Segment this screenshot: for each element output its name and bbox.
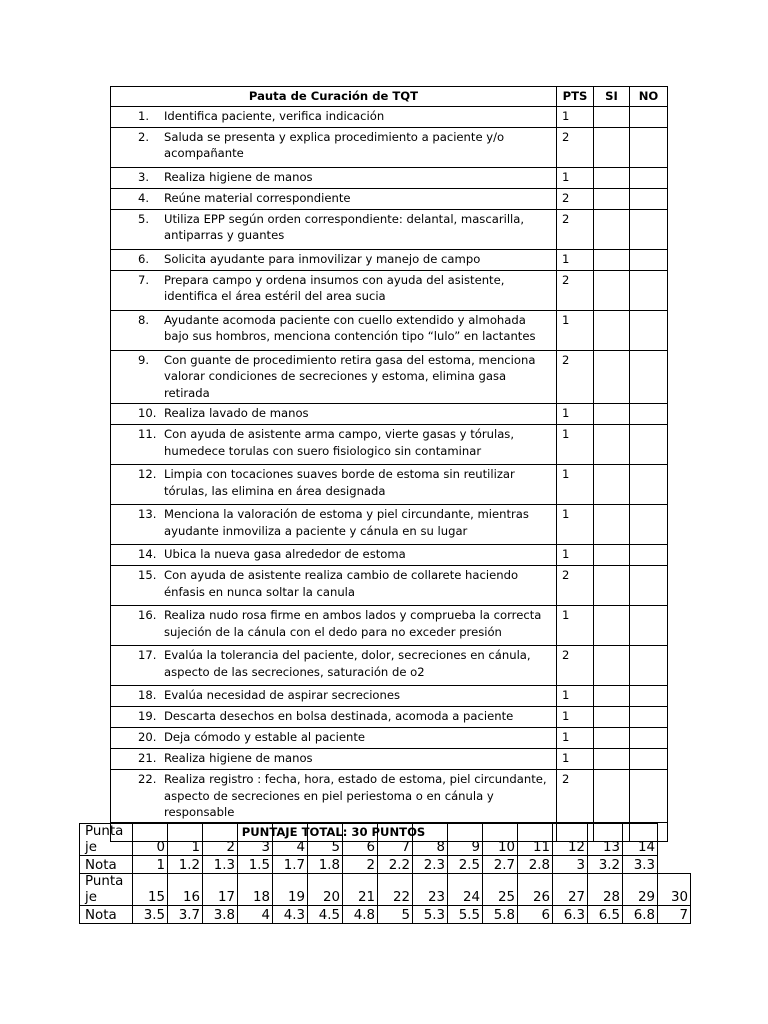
- checklist-row: [111, 606, 668, 646]
- checklist-item: [111, 351, 557, 404]
- checklist-item: [111, 465, 557, 505]
- item-points: 2: [557, 128, 594, 168]
- item-text: Utiliza EPP según orden correspondiente: delantal, mascarilla, antiparras y guantes: [164, 212, 525, 243]
- item-points: 1: [557, 505, 594, 545]
- nota-cell: 5.8: [483, 906, 518, 924]
- item-text: Realiza nudo rosa firme en ambos lados y comprueba la correcta sujeción de la cánula con el dedo para no exceder presión: [164, 608, 542, 639]
- puntaje-cell: 11: [518, 824, 553, 856]
- item-points: 2: [557, 189, 594, 210]
- nota-cell: 6: [518, 906, 553, 924]
- checklist-row: [111, 728, 668, 749]
- puntaje-cell: 24: [448, 874, 483, 906]
- si-check-cell[interactable]: [594, 168, 630, 189]
- item-number: 10.: [138, 406, 157, 421]
- nota-cell: 6.8: [623, 906, 658, 924]
- item-points: 1: [557, 107, 594, 128]
- si-check-cell[interactable]: [594, 646, 630, 686]
- nota-row-1-label: Nota: [80, 856, 133, 874]
- nota-cell: 4.3: [273, 906, 308, 924]
- si-check-cell[interactable]: [594, 686, 630, 707]
- item-text: Realiza registro : fecha, hora, estado de estoma, piel circundante, aspecto de secreciones en piel periestoma o en cánula y responsable: [164, 772, 547, 820]
- checklist-item: [111, 749, 557, 770]
- no-check-cell[interactable]: [630, 210, 668, 250]
- item-points: 1: [557, 686, 594, 707]
- nota-cell: 2.8: [518, 856, 553, 874]
- checklist-row: [111, 311, 668, 351]
- puntaje-cell: 16: [168, 874, 203, 906]
- no-check-cell[interactable]: [630, 728, 668, 749]
- item-text: Evalúa la tolerancia del paciente, dolor, secreciones en cánula, aspecto de las secreciones, saturación de o2: [164, 648, 531, 679]
- si-check-cell[interactable]: [594, 749, 630, 770]
- empty-cell: [658, 856, 691, 874]
- nota-cell: 3.3: [623, 856, 658, 874]
- item-points: 1: [557, 465, 594, 505]
- nota-cell: 6.5: [588, 906, 623, 924]
- si-check-cell[interactable]: [594, 707, 630, 728]
- item-number: 15.: [138, 568, 157, 583]
- item-text: Realiza higiene de manos: [164, 751, 313, 766]
- nota-cell: 1.2: [168, 856, 203, 874]
- no-check-cell[interactable]: [630, 425, 668, 465]
- si-check-cell[interactable]: [594, 606, 630, 646]
- puntaje-cell: 10: [483, 824, 518, 856]
- puntaje-cell: 1: [168, 824, 203, 856]
- nota-cell: 2.2: [378, 856, 413, 874]
- item-number: 12.: [138, 467, 157, 482]
- pts-header: PTS: [557, 87, 594, 107]
- puntaje-cell: 13: [588, 824, 623, 856]
- item-text: Identifica paciente, verifica indicación: [164, 109, 385, 123]
- checklist-row: [111, 128, 668, 168]
- checklist-table: [110, 86, 668, 842]
- checklist-item: [111, 425, 557, 465]
- nota-cell: 3.7: [168, 906, 203, 924]
- puntaje-cell: 30: [658, 874, 691, 906]
- nota-cell: 4.8: [343, 906, 378, 924]
- checklist-item: [111, 728, 557, 749]
- no-check-cell[interactable]: [630, 250, 668, 271]
- si-check-cell[interactable]: [594, 311, 630, 351]
- puntaje-row-2-label: Punta je: [80, 874, 133, 906]
- puntaje-cell: 19: [273, 874, 308, 906]
- checklist-row: [111, 271, 668, 311]
- si-check-cell[interactable]: [594, 271, 630, 311]
- item-points: 1: [557, 707, 594, 728]
- item-text: Deja cómodo y estable al paciente: [164, 730, 366, 745]
- nota-cell: 2.5: [448, 856, 483, 874]
- checklist-item: [111, 128, 557, 168]
- puntaje-cell: 2: [203, 824, 238, 856]
- si-check-cell[interactable]: [594, 728, 630, 749]
- puntaje-row-1-label: Punta je: [80, 824, 133, 856]
- item-number: 2.: [138, 130, 150, 144]
- puntaje-cell: 15: [133, 874, 168, 906]
- checklist-row: [111, 210, 668, 250]
- nota-cell: 3.5: [133, 906, 168, 924]
- no-check-cell[interactable]: [630, 606, 668, 646]
- item-number: 9.: [138, 353, 150, 367]
- checklist-item: [111, 189, 557, 210]
- checklist-row: [111, 505, 668, 545]
- si-check-cell[interactable]: [594, 210, 630, 250]
- checklist-item: [111, 646, 557, 686]
- item-points: 2: [557, 271, 594, 311]
- puntaje-cell: 28: [588, 874, 623, 906]
- puntaje-cell: 23: [413, 874, 448, 906]
- si-check-cell[interactable]: [594, 566, 630, 606]
- item-points: 2: [557, 646, 594, 686]
- no-check-cell[interactable]: [630, 128, 668, 168]
- si-check-cell[interactable]: [594, 770, 630, 823]
- item-text: Solicita ayudante para inmovilizar y manejo de campo: [164, 252, 481, 266]
- item-text: Saluda se presenta y explica procedimiento a paciente y/o acompañante: [164, 130, 505, 161]
- nota-cell: 1: [133, 856, 168, 874]
- nota-cell: 5: [378, 906, 413, 924]
- item-text: Con guante de procedimiento retira gasa del estoma, menciona valorar condiciones de secreciones y estoma, elimina gasa retirada: [164, 353, 536, 400]
- item-points: 1: [557, 311, 594, 351]
- no-check-cell[interactable]: [630, 686, 668, 707]
- no-check-cell[interactable]: [630, 770, 668, 823]
- item-number: 14.: [138, 547, 157, 562]
- checklist-item: [111, 311, 557, 351]
- item-number: 22.: [138, 772, 157, 787]
- checklist-item: [111, 210, 557, 250]
- checklist-row: [111, 250, 668, 271]
- checklist-row: [111, 707, 668, 728]
- checklist-row: [111, 770, 668, 823]
- nota-cell: 1.3: [203, 856, 238, 874]
- checklist-item: [111, 770, 557, 823]
- checklist-row: [111, 168, 668, 189]
- checklist-row: [111, 465, 668, 505]
- puntaje-cell: 25: [483, 874, 518, 906]
- no-check-cell[interactable]: [630, 505, 668, 545]
- no-check-cell[interactable]: [630, 545, 668, 566]
- no-check-cell[interactable]: [630, 707, 668, 728]
- checklist-item: [111, 505, 557, 545]
- checklist-row: [111, 749, 668, 770]
- checklist-title: Pauta de Curación de TQT: [111, 87, 557, 107]
- checklist-row: [111, 545, 668, 566]
- nota-cell: 3: [553, 856, 588, 874]
- item-text: Reúne material correspondiente: [164, 191, 351, 205]
- item-text: Con ayuda de asistente arma campo, vierte gasas y tórulas, humedece torulas con suero fisiologico sin contaminar: [164, 427, 515, 458]
- checklist-row: [111, 189, 668, 210]
- no-check-cell[interactable]: [630, 189, 668, 210]
- si-check-cell[interactable]: [594, 404, 630, 425]
- puntaje-cell: 12: [553, 824, 588, 856]
- nota-cell: 4.5: [308, 906, 343, 924]
- nota-cell: 2.3: [413, 856, 448, 874]
- item-number: 3.: [138, 170, 150, 184]
- puntaje-cell: 14: [623, 824, 658, 856]
- puntaje-cell: 4: [273, 824, 308, 856]
- checklist-items: [111, 107, 668, 823]
- si-check-cell[interactable]: [594, 250, 630, 271]
- checklist-row: [111, 686, 668, 707]
- grade-rows: [80, 824, 691, 924]
- checklist-item: [111, 707, 557, 728]
- puntaje-cell: 26: [518, 874, 553, 906]
- si-check-cell[interactable]: [594, 128, 630, 168]
- item-text: Ayudante acomoda paciente con cuello extendido y almohada bajo sus hombros, menciona contención tipo “lulo” en lactantes: [164, 313, 536, 344]
- puntaje-cell: 9: [448, 824, 483, 856]
- checklist-row: [111, 425, 668, 465]
- nota-cell: 5.3: [413, 906, 448, 924]
- item-number: 1.: [138, 109, 150, 123]
- item-points: 1: [557, 168, 594, 189]
- puntaje-cell: 22: [378, 874, 413, 906]
- item-number: 6.: [138, 252, 150, 266]
- si-check-cell[interactable]: [594, 465, 630, 505]
- puntaje-row-2: [80, 874, 691, 906]
- no-check-cell[interactable]: [630, 311, 668, 351]
- checklist-item: [111, 271, 557, 311]
- total-score-label: PUNTAJE TOTAL: 30 PUNTOS: [111, 823, 557, 842]
- item-points: 1: [557, 404, 594, 425]
- item-number: 4.: [138, 191, 150, 205]
- item-points: 1: [557, 425, 594, 465]
- item-number: 16.: [138, 608, 157, 623]
- no-check-cell[interactable]: [630, 646, 668, 686]
- item-number: 13.: [138, 507, 157, 522]
- item-points: 1: [557, 545, 594, 566]
- item-number: 20.: [138, 730, 157, 745]
- item-text: Prepara campo y ordena insumos con ayuda del asistente, identifica el área estéril del area sucia: [164, 273, 505, 304]
- checklist-row: [111, 646, 668, 686]
- puntaje-cell: 3: [238, 824, 273, 856]
- puntaje-row-1: [80, 824, 691, 856]
- checklist-item: [111, 545, 557, 566]
- puntaje-cell: 0: [133, 824, 168, 856]
- item-points: 1: [557, 250, 594, 271]
- checklist-item: [111, 250, 557, 271]
- item-text: Ubica la nueva gasa alrededor de estoma: [164, 547, 406, 562]
- si-check-cell[interactable]: [594, 505, 630, 545]
- item-text: Realiza higiene de manos: [164, 170, 313, 184]
- checklist-item: [111, 686, 557, 707]
- nota-cell: 1.8: [308, 856, 343, 874]
- item-number: 21.: [138, 751, 157, 766]
- checklist-item: [111, 606, 557, 646]
- si-header: SI: [594, 87, 630, 107]
- checklist-item: [111, 107, 557, 128]
- no-check-cell[interactable]: [630, 465, 668, 505]
- puntaje-cell: 18: [238, 874, 273, 906]
- nota-cell: 1.5: [238, 856, 273, 874]
- item-text: Menciona la valoración de estoma y piel circundante, mientras ayudante inmoviliza a paciente y cánula en su lugar: [164, 507, 529, 538]
- si-check-cell[interactable]: [594, 545, 630, 566]
- puntaje-cell: 20: [308, 874, 343, 906]
- checklist-row: [111, 566, 668, 606]
- item-points: 2: [557, 351, 594, 404]
- nota-cell: 5.5: [448, 906, 483, 924]
- no-check-cell[interactable]: [630, 168, 668, 189]
- empty-cell: [658, 824, 691, 856]
- checklist-row: [111, 404, 668, 425]
- puntaje-cell: 5: [308, 824, 343, 856]
- nota-cell: 2.7: [483, 856, 518, 874]
- no-check-cell[interactable]: [630, 566, 668, 606]
- puntaje-cell: 29: [623, 874, 658, 906]
- puntaje-cell: 27: [553, 874, 588, 906]
- no-header: NO: [630, 87, 668, 107]
- puntaje-cell: 7: [378, 824, 413, 856]
- item-points: 2: [557, 210, 594, 250]
- item-number: 8.: [138, 313, 150, 327]
- item-points: 1: [557, 749, 594, 770]
- checklist-row: [111, 351, 668, 404]
- checklist-header-row: [111, 87, 668, 107]
- no-check-cell[interactable]: [630, 107, 668, 128]
- item-text: Realiza lavado de manos: [164, 406, 309, 421]
- puntaje-cell: 21: [343, 874, 378, 906]
- checklist-row: [111, 107, 668, 128]
- item-text: Evalúa necesidad de aspirar secreciones: [164, 688, 401, 703]
- item-number: 19.: [138, 709, 157, 724]
- si-check-cell[interactable]: [594, 351, 630, 404]
- nota-cell: 2: [343, 856, 378, 874]
- checklist-item: [111, 168, 557, 189]
- item-text: Descarta desechos en bolsa destinada, acomoda a paciente: [164, 709, 514, 724]
- item-number: 11.: [138, 427, 157, 442]
- si-check-cell[interactable]: [594, 425, 630, 465]
- no-check-cell[interactable]: [630, 351, 668, 404]
- item-number: 18.: [138, 688, 157, 703]
- item-text: Con ayuda de asistente realiza cambio de collarete haciendo énfasis en nunca soltar la canula: [164, 568, 519, 599]
- grade-conversion-table: [79, 823, 691, 924]
- nota-cell: 3.2: [588, 856, 623, 874]
- puntaje-cell: 17: [203, 874, 238, 906]
- nota-cell: 3.8: [203, 906, 238, 924]
- item-number: 17.: [138, 648, 157, 663]
- nota-row-2: [80, 906, 691, 924]
- no-check-cell[interactable]: [630, 271, 668, 311]
- checklist-item: [111, 404, 557, 425]
- nota-cell: 7: [658, 906, 691, 924]
- puntaje-cell: 6: [343, 824, 378, 856]
- item-number: 5.: [138, 212, 150, 226]
- item-number: 7.: [138, 273, 150, 287]
- item-points: 2: [557, 770, 594, 823]
- item-points: 1: [557, 728, 594, 749]
- no-check-cell[interactable]: [630, 749, 668, 770]
- nota-row-2-label: Nota: [80, 906, 133, 924]
- nota-cell: 6.3: [553, 906, 588, 924]
- si-check-cell[interactable]: [594, 107, 630, 128]
- item-points: 1: [557, 606, 594, 646]
- si-check-cell[interactable]: [594, 189, 630, 210]
- item-text: Limpia con tocaciones suaves borde de estoma sin reutilizar tórulas, las elimina en área designada: [164, 467, 515, 498]
- nota-cell: 4: [238, 906, 273, 924]
- nota-row-1: [80, 856, 691, 874]
- no-check-cell[interactable]: [630, 404, 668, 425]
- item-points: 2: [557, 566, 594, 606]
- checklist-item: [111, 566, 557, 606]
- nota-cell: 1.7: [273, 856, 308, 874]
- puntaje-cell: 8: [413, 824, 448, 856]
